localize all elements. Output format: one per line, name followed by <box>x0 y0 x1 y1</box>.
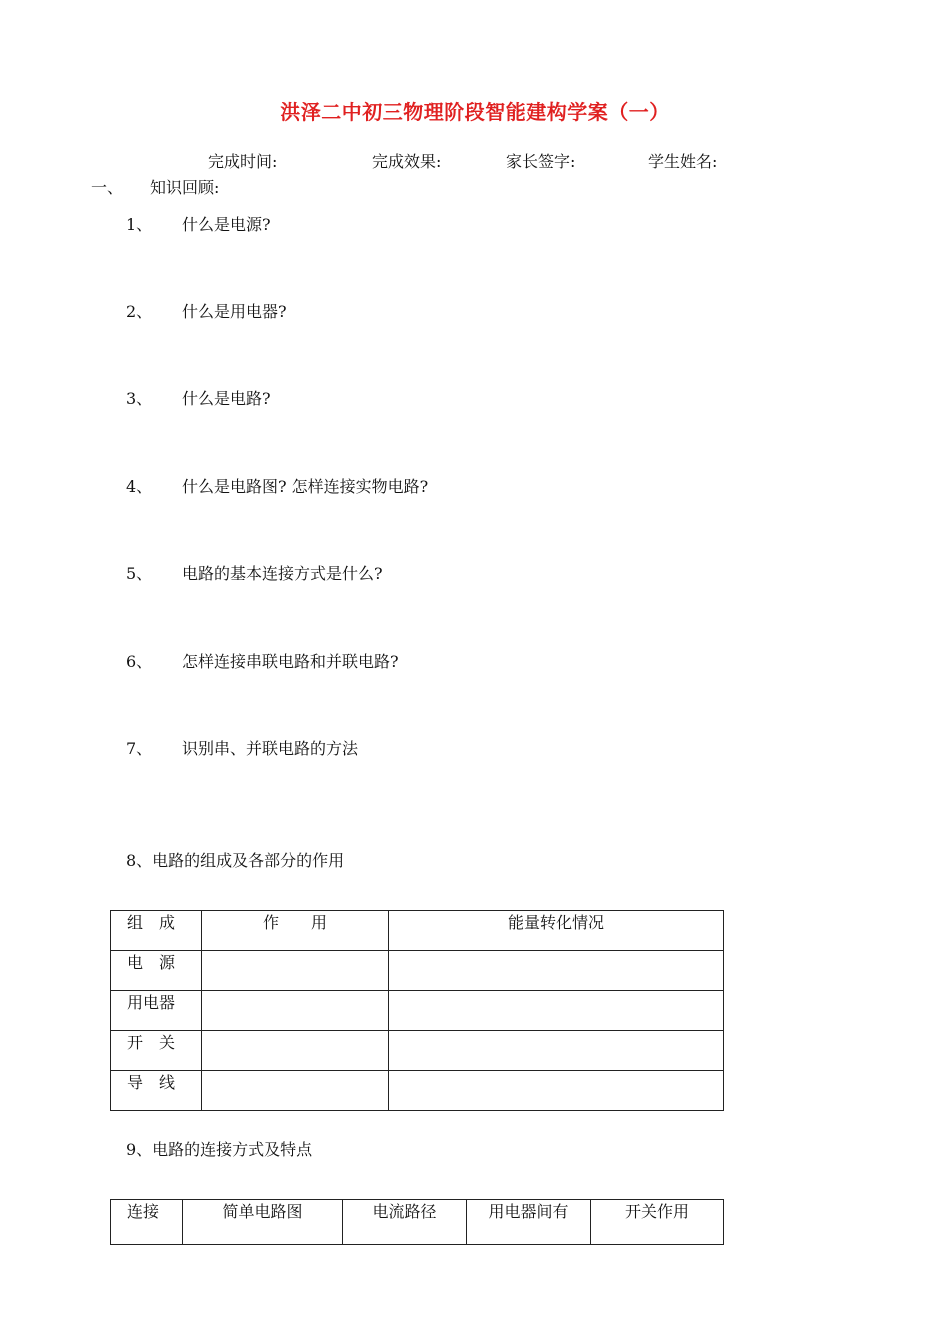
question-text: 什么是电路图? 怎样连接实物电路? <box>182 477 429 496</box>
question-number: 2、 <box>126 302 153 321</box>
table-header-row <box>111 911 724 951</box>
row-label: 开 关 <box>111 1031 202 1071</box>
question-text: 电路的基本连接方式是什么? <box>182 564 383 583</box>
table-header-row <box>111 1200 724 1245</box>
question-text: 识别串、并联电路的方法 <box>182 739 359 758</box>
table-header-cell: 能量转化情况 <box>389 911 724 951</box>
row-label: 导 线 <box>111 1071 202 1111</box>
section-number: 一、 <box>91 178 124 197</box>
table-header-cell: 用电器间有 <box>467 1200 591 1245</box>
row-label: 电 源 <box>111 951 202 991</box>
completion-time-label: 完成时间: <box>208 152 278 171</box>
table-row <box>111 1071 724 1111</box>
question-number: 5、 <box>126 564 153 583</box>
answer-cell[interactable] <box>202 951 389 991</box>
table-row <box>111 1031 724 1071</box>
answer-cell[interactable] <box>202 1031 389 1071</box>
q9-label: 9、电路的连接方式及特点 <box>126 1140 313 1159</box>
table-header-cell: 开关作用 <box>591 1200 724 1245</box>
parent-signature-label: 家长签字: <box>506 152 576 171</box>
table-header-cell: 简单电路图 <box>183 1200 343 1245</box>
question-number: 3、 <box>126 389 153 408</box>
question-text: 怎样连接串联电路和并联电路? <box>182 652 399 671</box>
completion-effect-label: 完成效果: <box>372 152 442 171</box>
row-label: 用电器 <box>111 991 202 1031</box>
answer-cell[interactable] <box>389 951 724 991</box>
question-text: 什么是电路? <box>182 389 271 408</box>
table-row <box>111 991 724 1031</box>
answer-cell[interactable] <box>389 1031 724 1071</box>
table-row <box>111 951 724 991</box>
question-number: 1、 <box>126 215 153 234</box>
answer-cell[interactable] <box>389 991 724 1031</box>
answer-cell[interactable] <box>202 1071 389 1111</box>
question-text: 什么是电源? <box>182 215 271 234</box>
table-header-cell: 连接 <box>111 1200 183 1245</box>
circuit-components-table <box>110 910 724 1111</box>
student-name-label: 学生姓名: <box>648 152 718 171</box>
question-number: 7、 <box>126 739 153 758</box>
page-title: 洪泽二中初三物理阶段智能建构学案（一） <box>280 100 670 124</box>
answer-cell[interactable] <box>389 1071 724 1111</box>
answer-cell[interactable] <box>202 991 389 1031</box>
table-header-cell: 作 用 <box>202 911 389 951</box>
question-text: 什么是用电器? <box>182 302 287 321</box>
question-number: 4、 <box>126 477 153 496</box>
section-title: 知识回顾: <box>150 178 220 197</box>
question-number: 6、 <box>126 652 153 671</box>
table-header-cell: 电流路径 <box>343 1200 467 1245</box>
connection-methods-table <box>110 1199 724 1245</box>
table-header-cell: 组 成 <box>111 911 202 951</box>
q8-label: 8、电路的组成及各部分的作用 <box>126 851 345 870</box>
